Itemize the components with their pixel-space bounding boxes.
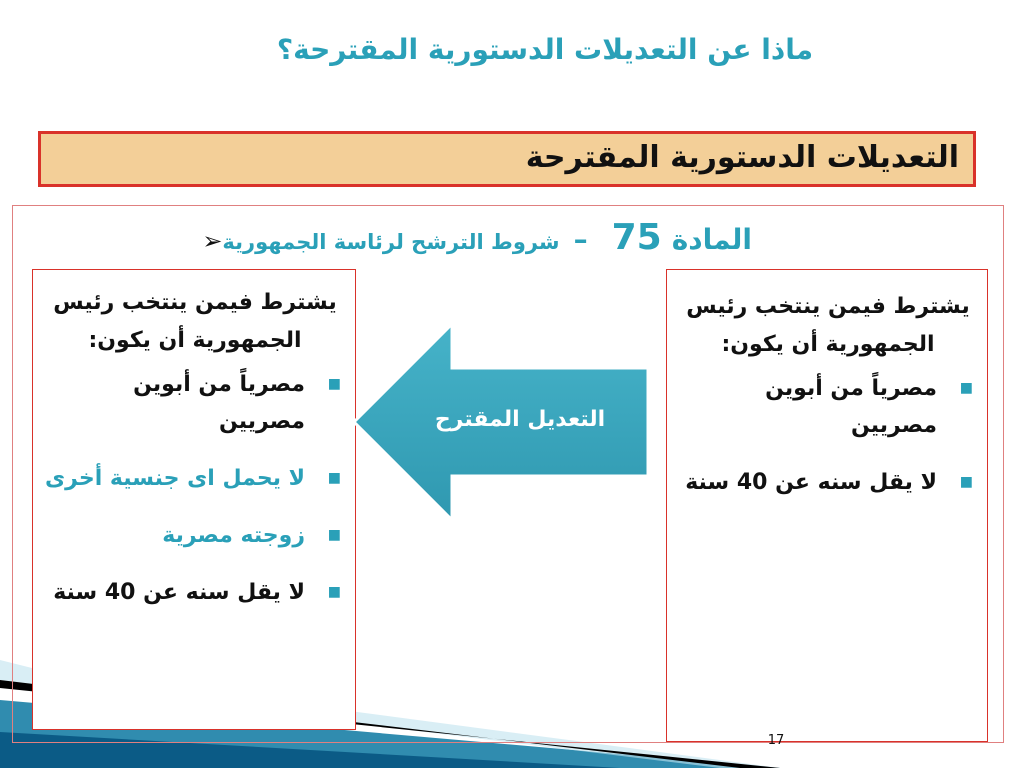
list-item-text: لا يقل سنه عن 40 سنة <box>685 470 937 495</box>
list-item <box>677 370 979 444</box>
square-bullet-icon: ■ <box>327 470 341 486</box>
proposed-list <box>43 366 347 611</box>
proposed-intro: يشترط فيمن ينتخب رئيس الجمهورية أن يكون: <box>53 290 337 353</box>
square-bullet-icon: ■ <box>327 584 341 600</box>
list-item <box>43 366 347 440</box>
list-item-text: لا يحمل اى جنسية أخرى <box>44 466 305 491</box>
list-item <box>43 517 347 554</box>
list-item-text: مصرياً من أبوين مصريين <box>133 372 305 434</box>
square-bullet-icon: ■ <box>327 376 341 392</box>
list-item <box>43 460 347 497</box>
slide-title: ماذا عن التعديلات الدستورية المقترحة؟ <box>276 33 814 66</box>
section-banner: التعديلات الدستورية المقترحة <box>38 131 976 187</box>
list-item-text: مصرياً من أبوين مصريين <box>765 376 937 438</box>
list-item <box>43 574 347 611</box>
current-list <box>677 370 979 501</box>
article-label: المادة <box>671 223 752 256</box>
proposed-conditions-box <box>32 269 356 730</box>
list-item <box>677 464 979 501</box>
article-heading <box>22 210 752 266</box>
article-condition: شروط الترشح لرئاسة الجمهورية <box>222 230 560 254</box>
current-conditions-box <box>666 269 988 742</box>
list-item-text: لا يقل سنه عن 40 سنة <box>53 580 305 605</box>
page-number: 17 <box>767 733 785 748</box>
current-intro: يشترط فيمن ينتخب رئيس الجمهورية أن يكون: <box>686 294 970 357</box>
arrow-bullet-icon: ➢ <box>202 227 223 255</box>
square-bullet-icon: ■ <box>959 380 973 396</box>
arrow-label: التعديل المقترح <box>434 407 606 432</box>
article-dash: – <box>573 223 588 256</box>
list-item-text: زوجته مصرية <box>162 523 305 548</box>
square-bullet-icon: ■ <box>327 527 341 543</box>
square-bullet-icon: ■ <box>959 474 973 490</box>
article-number: 75 <box>611 217 662 258</box>
